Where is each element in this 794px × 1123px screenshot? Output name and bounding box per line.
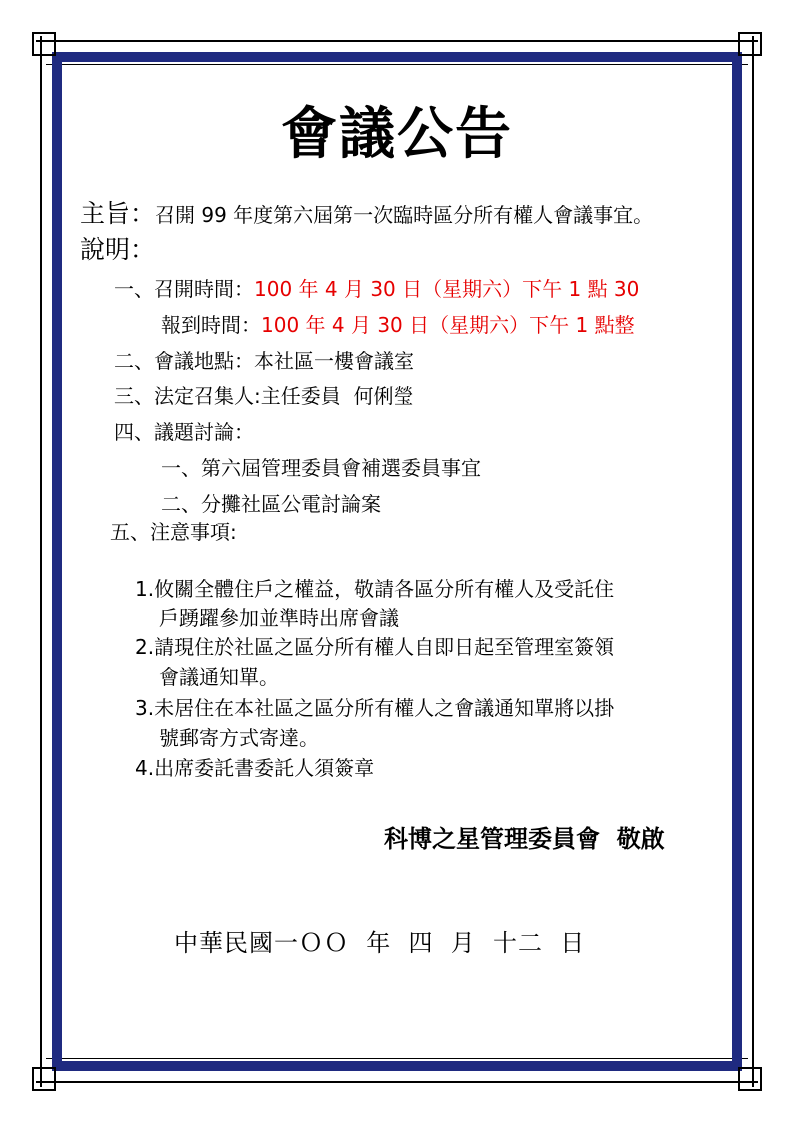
outer-line-top xyxy=(36,40,758,42)
topics-label: 四、議題討論： xyxy=(114,420,254,444)
meeting-location: 二、會議地點：本社區一樓會議室 xyxy=(114,349,414,373)
committee-signature: 科博之星管理委員會 敬啟 xyxy=(384,825,665,853)
note-item-3: 3.未居住在本社區之區分所有權人之會議通知單將以掛 xyxy=(135,696,615,720)
outer-line-right xyxy=(752,36,754,1087)
notes-label: 五、注意事項: xyxy=(110,520,237,544)
note-item-4: 4.出席委託書委託人須簽章 xyxy=(135,756,375,780)
explanation-label: 說明： xyxy=(80,235,156,264)
topic-item: 二、分攤社區公電討論案 xyxy=(161,492,381,516)
subject-line xyxy=(80,198,653,230)
checkin-time-value: 100 年 4 月 30 日（星期六）下午 1 點整 xyxy=(261,313,635,337)
note-item-3-cont: 號郵寄方式寄達。 xyxy=(159,726,319,750)
meeting-time-line xyxy=(114,276,639,302)
outer-line-bottom xyxy=(36,1081,758,1083)
subject-label: 主旨： xyxy=(80,199,156,228)
corner-ornament-top-left xyxy=(32,32,56,56)
meeting-time-label: 一、召開時間： xyxy=(114,277,254,301)
note-item-2: 2.請現住於社區之區分所有權人自即日起至管理室簽領 xyxy=(135,635,615,659)
corner-ornament-bottom-right xyxy=(738,1067,762,1091)
topic-item: 一、第六屆管理委員會補選委員事宜 xyxy=(161,456,481,480)
corner-ornament-top-right xyxy=(738,32,762,56)
meeting-convener: 三、法定召集人:主任委員 何俐瑩 xyxy=(114,384,414,408)
meeting-time-value: 100 年 4 月 30 日（星期六）下午 1 點 30 xyxy=(254,277,640,301)
notice-title: 會議公告 xyxy=(281,102,513,167)
note-item-1-cont: 戶踴躍參加並準時出席會議 xyxy=(159,606,399,630)
notice-date: 中華民國一ＯＯ 年 四 月 十二 日 xyxy=(174,929,586,957)
subject-text: 召開 99 年度第六屆第一次臨時區分所有權人會議事宜。 xyxy=(155,203,654,227)
outer-line-left xyxy=(40,36,42,1087)
corner-ornament-bottom-left xyxy=(32,1067,56,1091)
checkin-time-line xyxy=(161,312,635,338)
note-item-2-cont: 會議通知單。 xyxy=(159,665,279,689)
note-item-1: 1.攸關全體住戶之權益，敬請各區分所有權人及受託住 xyxy=(135,577,615,601)
checkin-time-label: 報到時間： xyxy=(161,313,261,337)
